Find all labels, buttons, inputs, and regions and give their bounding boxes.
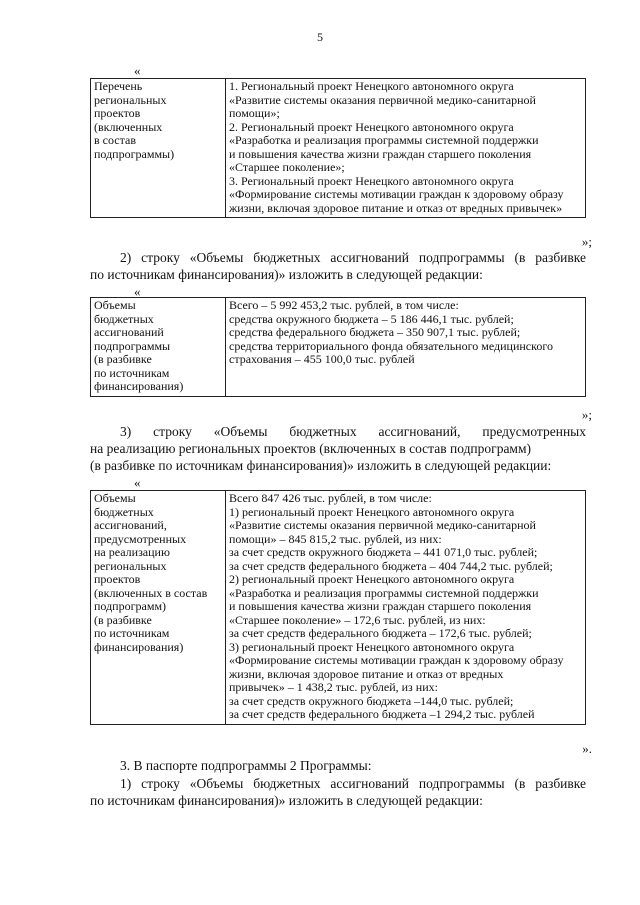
paragraph-item-1 xyxy=(90,775,586,809)
paragraph-section-3 xyxy=(90,757,586,774)
label-line: финансирования) xyxy=(94,379,184,393)
label-line: бюджетных xyxy=(94,504,154,519)
label-line: региональных xyxy=(94,92,167,107)
close-quote: »; xyxy=(581,234,592,249)
content-line: и повышения качества жизни граждан старшего поколения xyxy=(229,599,532,613)
page-number: 5 xyxy=(317,30,323,44)
content-line: страхования – 455 100,0 тыс. рублей xyxy=(229,352,415,366)
content-line: «Старшее поколение» – 172,6 тыс. рублей, из них: xyxy=(229,612,486,627)
content-line: за счет средств окружного бюджета –144,0 тыс. рублей; xyxy=(229,693,514,708)
content-line: помощи»; xyxy=(229,106,280,120)
content-line: «Развитие системы оказания первичной медико-санитарной xyxy=(229,518,536,532)
regional-projects-funding-table xyxy=(90,490,586,725)
content-line: 1) региональный проект Ненецкого автономного округа xyxy=(229,504,515,519)
paragraph-line: 1) строку «Объемы бюджетных ассигнований подпрограммы (в разбивке xyxy=(120,776,586,791)
open-quote: « xyxy=(134,475,141,490)
paragraph-line: (в разбивке по источникам финансирования)» изложить в следующей редакции: xyxy=(90,458,552,473)
label-line: (в разбивке xyxy=(94,352,152,366)
content-line: «Развитие системы оказания первичной медико-санитарной xyxy=(229,92,536,107)
paragraph-line: 3) строку «Объемы бюджетных ассигнований, предусмотренных xyxy=(120,424,586,439)
label-line: подпрограммы) xyxy=(94,146,175,161)
label-line: ассигнований xyxy=(94,325,164,339)
label-line: по источникам xyxy=(94,626,170,640)
label-line: (в разбивке xyxy=(94,612,152,627)
label-line: региональных xyxy=(94,558,167,573)
close-quote: ». xyxy=(582,741,592,756)
label-line: подпрограмм) xyxy=(94,599,167,613)
content-line: 2. Региональный проект Ненецкого автономного округа xyxy=(229,119,514,134)
content-line: «Формирование системы мотивации граждан к здоровому образу xyxy=(229,653,564,667)
table-content-cell xyxy=(226,491,586,725)
content-line: жизни, включая здоровое питание и отказ от вредных привычек» xyxy=(229,200,563,215)
content-line: помощи» – 845 815,2 тыс. рублей, из них: xyxy=(229,531,442,546)
content-line: и повышения качества жизни граждан старшего поколения xyxy=(229,146,532,161)
budget-allocations-table xyxy=(90,297,586,397)
label-line: бюджетных xyxy=(94,311,154,326)
content-line: Всего – 5 992 453,2 тыс. рублей, в том числе: xyxy=(229,298,459,312)
paragraph-line: по источникам финансирования)» изложить в следующей редакции: xyxy=(90,267,483,282)
label-line: проектов xyxy=(94,106,141,120)
label-line: предусмотренных xyxy=(94,531,187,546)
content-line: «Старшее поколение»; xyxy=(229,160,345,174)
content-line: средства территориального фонда обязательного медицинского xyxy=(229,338,553,353)
content-line: средства федерального бюджета – 350 907,1 тыс. рублей; xyxy=(229,325,521,339)
paragraph-line: на реализацию региональных проектов (включенных в состав подпрограмм) xyxy=(90,441,532,456)
content-line: «Формирование системы мотивации граждан к здоровому образу xyxy=(229,187,564,201)
content-line: 3. Региональный проект Ненецкого автономного округа xyxy=(229,173,514,188)
table-content-cell xyxy=(226,79,586,218)
content-line: средства окружного бюджета – 5 186 446,1 тыс. рублей; xyxy=(229,311,514,326)
label-line: в состав xyxy=(94,133,136,147)
content-line: привычек» – 1 438,2 тыс. рублей, из них: xyxy=(229,680,438,694)
content-line: за счет средств федерального бюджета – 404 744,2 тыс. рублей; xyxy=(229,558,553,573)
content-line: за счет средств федерального бюджета –1 294,2 тыс. рублей xyxy=(229,707,535,721)
label-line: (включенных в состав xyxy=(94,585,208,600)
open-quote: « xyxy=(134,284,141,299)
label-line: Объемы xyxy=(94,491,136,505)
regional-projects-table xyxy=(90,78,586,218)
content-line: 2) региональный проект Ненецкого автономного округа xyxy=(229,572,515,586)
paragraph-item-2 xyxy=(90,249,586,283)
paragraph-item-3 xyxy=(90,423,586,474)
label-line: финансирования) xyxy=(94,639,184,654)
open-quote: « xyxy=(134,63,141,78)
paragraph-line: по источникам финансирования)» изложить в следующей редакции: xyxy=(90,793,483,808)
label-line: ассигнований, xyxy=(94,518,167,532)
table-label-cell xyxy=(91,298,226,397)
content-line: за счет средств федерального бюджета – 172,6 тыс. рублей; xyxy=(229,626,532,640)
label-line: на реализацию xyxy=(94,545,170,559)
label-line: Объемы xyxy=(94,298,136,312)
table-label-cell xyxy=(91,79,226,218)
label-line: проектов xyxy=(94,572,141,586)
content-line: 3) региональный проект Ненецкого автономного округа xyxy=(229,639,515,654)
table-content-cell xyxy=(226,298,586,397)
content-line: 1. Региональный проект Ненецкого автономного округа xyxy=(229,79,514,93)
table-label-cell xyxy=(91,491,226,725)
content-line: жизни, включая здоровое питание и отказ от вредных xyxy=(229,666,504,681)
paragraph-line: 2) строку «Объемы бюджетных ассигнований подпрограммы (в разбивке xyxy=(120,250,586,265)
label-line: подпрограммы xyxy=(94,338,171,353)
paragraph-line: 3. В паспорте подпрограммы 2 Программы: xyxy=(120,758,372,773)
content-line: за счет средств окружного бюджета – 441 071,0 тыс. рублей; xyxy=(229,545,538,559)
label-line: (включенных xyxy=(94,119,163,134)
content-line: «Разработка и реализация программы системной поддержки xyxy=(229,585,539,600)
content-line: «Разработка и реализация программы системной поддержки xyxy=(229,133,539,147)
label-line: по источникам xyxy=(94,365,170,380)
content-line: Всего 847 426 тыс. рублей, в том числе: xyxy=(229,491,432,505)
close-quote: »; xyxy=(581,407,592,422)
label-line: Перечень xyxy=(94,79,143,93)
